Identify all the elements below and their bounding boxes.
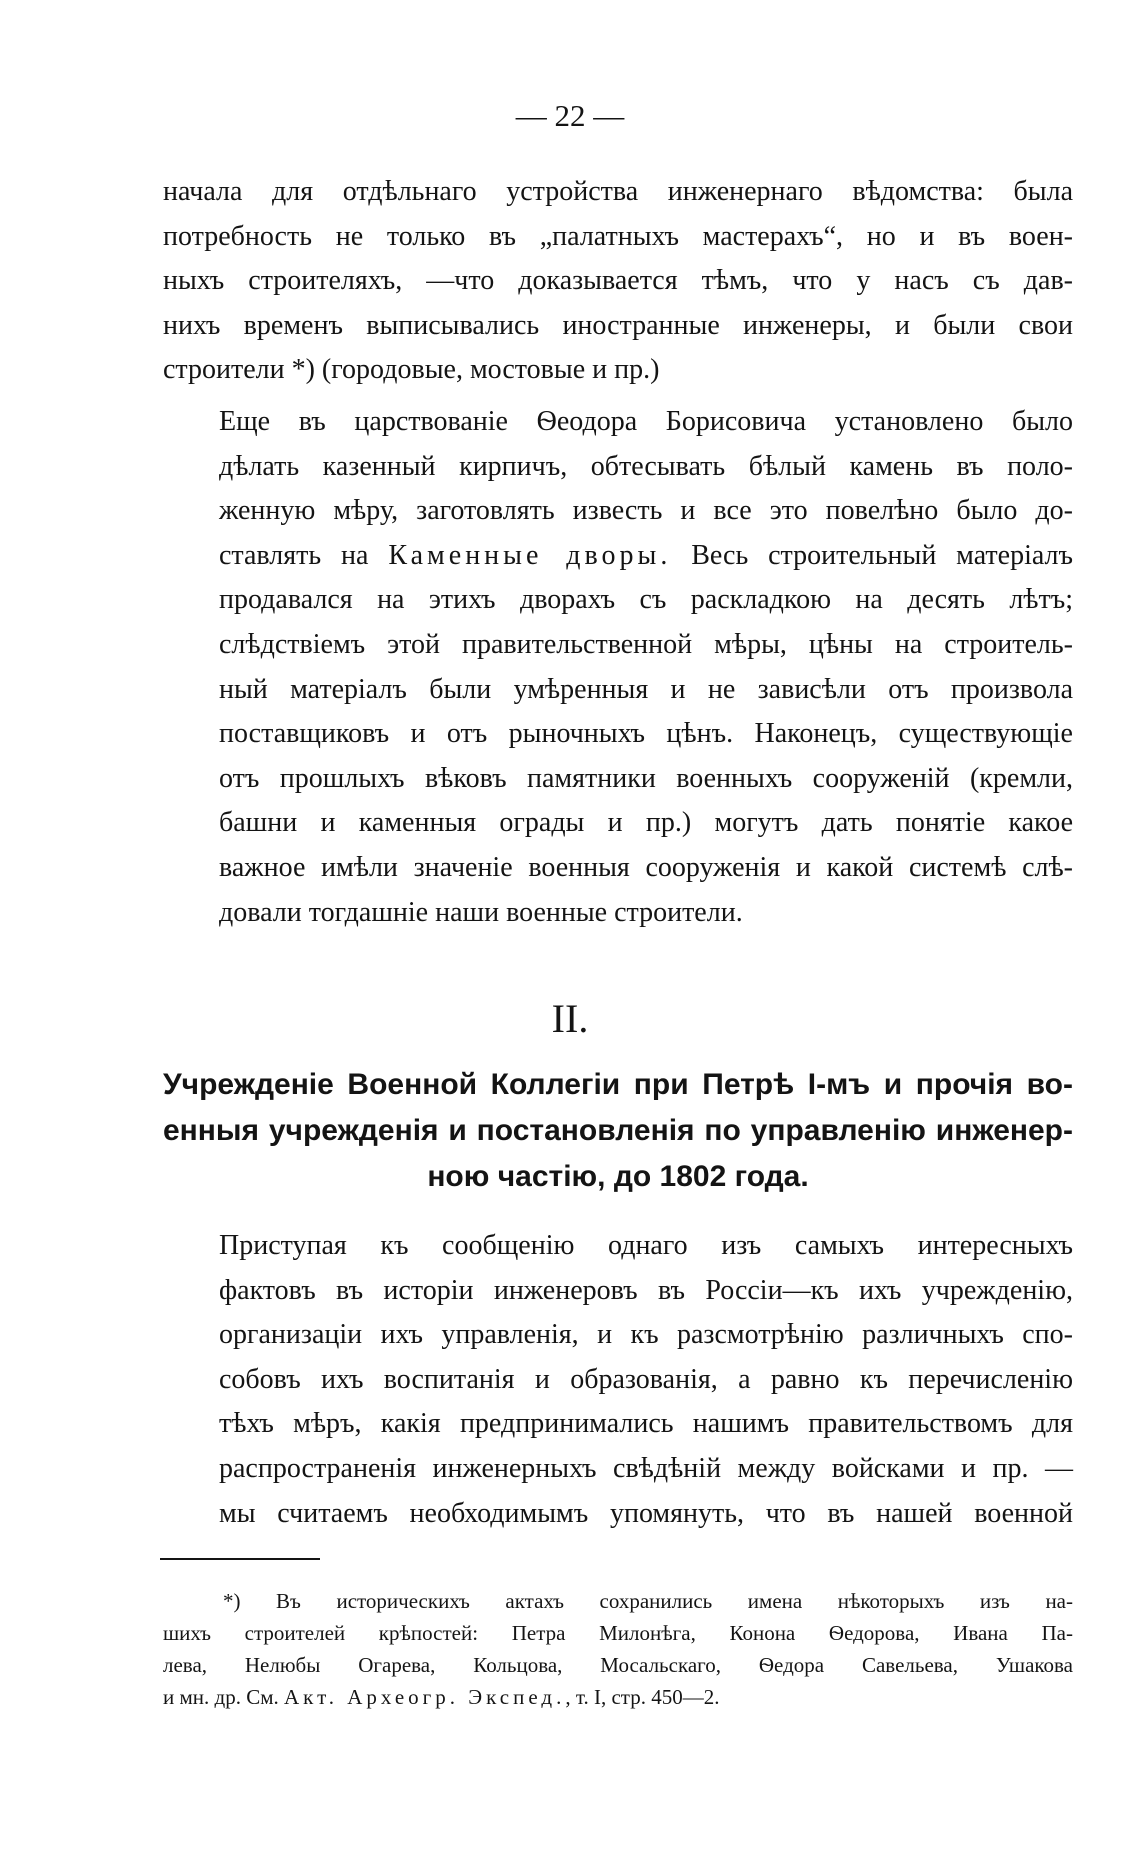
text-line: нихъ временъ выписывались иностранные инженеры, и были свои	[163, 309, 1073, 341]
footnote-line: *) Въ историческихъ актахъ сохранились имена нѣкоторыхъ изъ на-	[223, 1589, 1073, 1613]
page-number: — 22 —	[515, 98, 625, 133]
text-line: собовъ ихъ воспитанія и образованія, а равно къ перечисленію	[219, 1363, 1073, 1395]
text-line: Приступая къ сообщенію однаго изъ самыхъ интересныхъ	[219, 1230, 1073, 1261]
text-line: довали тогдашніе наши военные строители.	[219, 896, 743, 928]
paragraph-1	[163, 170, 1073, 393]
text-line: Еще въ царствованіе Ѳеодора Борисовича установлено было	[219, 406, 1073, 437]
footnote	[163, 1585, 1073, 1713]
text-line: важное имѣли значеніе военныя сооруженія и какой системѣ слѣ-	[219, 851, 1073, 883]
text-fragment: , т. I, стр. 450—2.	[565, 1685, 720, 1709]
section-heading	[163, 1062, 1073, 1200]
footnote-divider	[160, 1558, 320, 1560]
heading-line: енныя учрежденія и постановленія по управленію инженер-	[163, 1114, 1073, 1147]
text-line: ный матеріалъ были умѣренныя и не зависѣли отъ произвола	[219, 673, 1073, 705]
text-line: распространенія инженерныхъ свѣдѣній между войсками и пр. —	[219, 1452, 1073, 1484]
text-line: отъ прошлыхъ вѣковъ памятники военныхъ сооруженій (кремли,	[219, 762, 1073, 794]
text-line	[163, 534, 1073, 579]
footnote-line	[163, 1681, 1073, 1713]
text-line: фактовъ въ исторіи инженеровъ въ Россіи—къ ихъ учрежденію,	[219, 1274, 1073, 1306]
text-fragment: Весь строительный матеріалъ	[671, 539, 1073, 571]
paragraph-3	[163, 1224, 1073, 1536]
section-numeral: II.	[551, 996, 589, 1041]
footnote-line: шихъ строителей крѣпостей: Петра Милонѣга, Конона Ѳедорова, Ивана Па-	[163, 1621, 1073, 1645]
text-line: башни и каменныя ограды и пр.) могутъ дать понятіе какое	[219, 807, 1073, 839]
text-line: поставщиковъ и отъ рыночныхъ цѣнъ. Наконецъ, существующіе	[219, 718, 1073, 750]
heading-line: ною частію, до 1802 года.	[427, 1160, 809, 1193]
spaced-emphasis: Акт. Археогр. Экспед.	[284, 1685, 566, 1709]
text-line: ныхъ строителяхъ, —что доказывается тѣмъ, что у насъ съ дав-	[163, 265, 1073, 297]
heading-line: Учрежденіе Военной Коллегіи при Петрѣ I-мъ и прочія во-	[163, 1068, 1073, 1101]
text-line: продавался на этихъ дворахъ съ раскладкою на десять лѣтъ;	[219, 584, 1073, 616]
footnote-line: лева, Нелюбы Огарева, Кольцова, Мосальскаго, Ѳедора Савельева, Ушакова	[163, 1653, 1073, 1677]
text-fragment: и мн. др. См.	[163, 1685, 284, 1709]
paragraph-2	[163, 400, 1073, 935]
text-line: организаціи ихъ управленія, и къ разсмотрѣнію различныхъ спо-	[219, 1319, 1073, 1351]
spaced-emphasis: Каменные дворы.	[388, 539, 672, 571]
text-line: строители *) (городовые, мостовые и пр.)	[163, 354, 660, 386]
text-line: потребность не только въ „палатныхъ мастерахъ“, но и въ воен-	[163, 220, 1073, 252]
text-fragment: ставлять на	[219, 539, 389, 571]
text-line: слѣдствіемъ этой правительственной мѣры, цѣны на строитель-	[219, 628, 1073, 660]
text-line: женную мѣру, заготовлять известь и все это повелѣно было до-	[219, 495, 1073, 527]
text-line: начала для отдѣльнаго устройства инженернаго вѣдомства: была	[163, 176, 1073, 207]
text-line: дѣлать казенный кирпичъ, обтесывать бѣлый камень въ поло-	[219, 450, 1073, 482]
text-line: тѣхъ мѣръ, какія предпринимались нашимъ правительствомъ для	[219, 1408, 1073, 1440]
text-line: мы считаемъ необходимымъ упомянуть, что въ нашей военной	[219, 1497, 1073, 1529]
